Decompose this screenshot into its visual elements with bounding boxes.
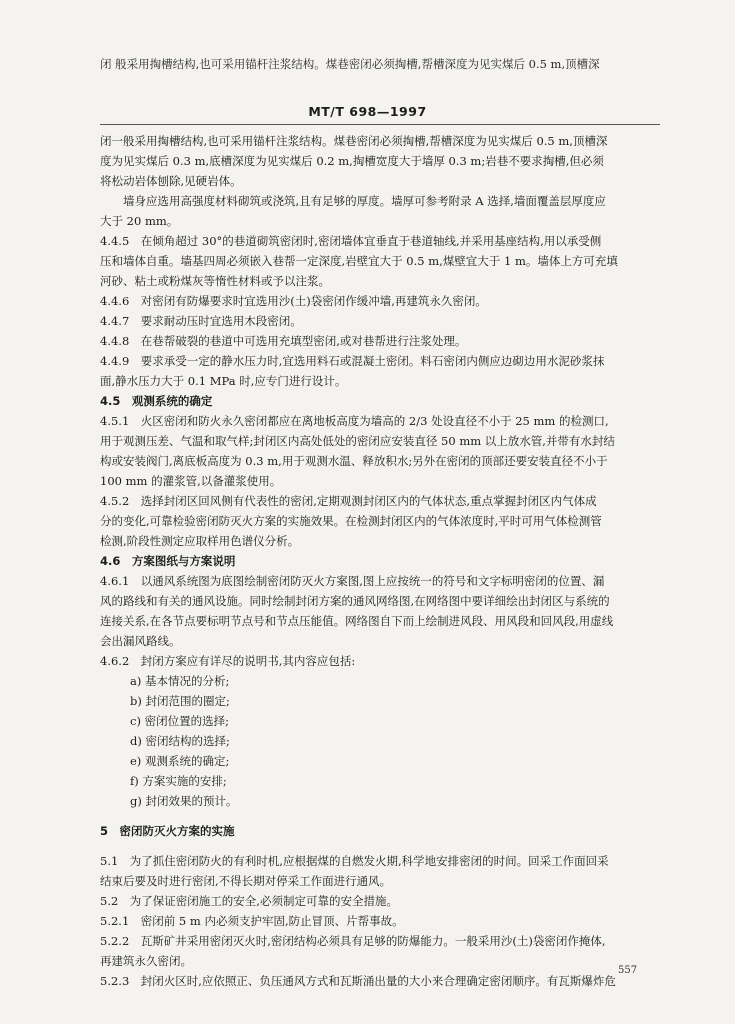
previous-page-text-fragment: 闭 般采用掏槽结构,也可采用锚杆注浆结构。煤巷密闭必须掏槽,帮槽深度为见实煤后 0.5 m,顶槽深: [100, 57, 600, 71]
text-line: 再建筑永久密闭。: [100, 954, 192, 968]
text-line: 墙身应选用高强度材料砌筑或浇筑,且有足够的厚度。墙厚可参考附录 A 选择,墙面覆盖层厚度应: [123, 194, 606, 208]
clause-4-4-8: 4.4.8 在巷帮破裂的巷道中可选用充填型密闭,或对巷帮进行注浆处理。: [100, 334, 467, 348]
section-heading-4-6: 4.6 方案图纸与方案说明: [100, 554, 236, 568]
text-line: 分的变化,可靠检验密闭防灭火方案的实施效果。在检测封闭区内的气体浓度时,平时可用气体检测管: [100, 514, 602, 528]
spacer: [100, 841, 660, 851]
clause-4-4-7: 4.4.7 要求耐动压时宜选用木段密闭。: [100, 314, 302, 328]
text-line: 会出漏风路线。: [100, 634, 181, 648]
text-line: 闭一般采用掏槽结构,也可采用锚杆注浆结构。煤巷密闭必须掏槽,帮槽深度为见实煤后 0.5 m,顶槽深: [100, 134, 608, 148]
clause-4-4-9: 4.4.9 要求承受一定的静水压力时,宜选用料石或混凝土密闭。料石密闭内侧应边砌边用水泥砂浆抹: [100, 354, 605, 368]
page-header-standard-number: MT/T 698—1997: [308, 104, 427, 119]
list-item: d) 密闭结构的选择;: [130, 734, 230, 748]
clause-5-2-2: 5.2.2 瓦斯矿井采用密闭灭火时,密闭结构必须具有足够的防爆能力。一般采用沙(土)袋密闭作掩体,: [100, 934, 606, 948]
text-line: 将松动岩体刨除,见硬岩体。: [100, 174, 242, 188]
text-line: 度为见实煤后 0.3 m,底槽深度为见实煤后 0.2 m,掏槽宽度大于墙厚 0.3 m;岩巷不要求掏槽,但必须: [100, 154, 604, 168]
clause-4-4-6: 4.4.6 对密闭有防爆要求时宜选用沙(土)袋密闭作缓冲墙,再建筑永久密闭。: [100, 294, 487, 308]
text-line: 连接关系,在各节点要标明节点号和节点压能值。网络图自下而上绘制进风段、用风段和回风段,用虚线: [100, 614, 614, 628]
text-line: 用于观测压差、气温和取气样;封闭区内高处低处的密闭应安装直径 50 mm 以上放水管,并带有水封结: [100, 434, 615, 448]
text-line: 大于 20 mm。: [100, 214, 179, 228]
text-line: 河砂、粘土或粉煤灰等惰性材料或予以注浆。: [100, 274, 330, 288]
page-number: 557: [618, 965, 638, 976]
clause-5-2: 5.2 为了保证密闭施工的安全,必须制定可靠的安全措施。: [100, 894, 398, 908]
text-line: 结束后要及时进行密闭,不得长期对停采工作面进行通风。: [100, 874, 392, 888]
clause-5-2-3: 5.2.3 封闭火区时,应依照正、负压通风方式和瓦斯涌出量的大小来合理确定密闭顺序。有瓦斯爆炸危: [100, 974, 616, 988]
text-line: 压和墙体自重。墙基四周必须嵌入巷帮一定深度,岩壁宜大于 0.5 m,煤壁宜大于 1 m。墙体上方可充填: [100, 254, 618, 268]
clause-4-4-5: 4.4.5 在倾角超过 30°的巷道砌筑密闭时,密闭墙体宜垂直于巷道轴线,并采用基座结构,用以承受侧: [100, 234, 602, 248]
clause-5-2-1: 5.2.1 密闭前 5 m 内必须支护牢固,防止冒顶、片帮事故。: [100, 914, 404, 928]
clause-4-5-1: 4.5.1 火区密闭和防火永久密闭都应在离地板高度为墙高的 2/3 处设直径不小于 25 mm 的检测口,: [100, 414, 609, 428]
text-line: 构或安装阀门,离底板高度为 0.3 m,用于观测水温、释放积水;另外在密闭的顶部还要安装直径不小于: [100, 454, 608, 468]
section-heading-4-5: 4.5 观测系统的确定: [100, 394, 213, 408]
text-line: 检测,阶段性测定应取样用色谱仪分析。: [100, 534, 300, 548]
list-item: b) 封闭范围的圈定;: [130, 694, 230, 708]
clause-4-5-2: 4.5.2 选择封闭区回风侧有代表性的密闭,定期观测封闭区内的气体状态,重点掌握封闭区内气体成: [100, 494, 597, 508]
section-heading-5: 5 密闭防灭火方案的实施: [100, 824, 235, 838]
clause-4-6-1: 4.6.1 以通风系统图为底图绘制密闭防灭火方案图,图上应按统一的符号和文字标明密闭的位置、漏: [100, 574, 605, 588]
clause-4-6-2: 4.6.2 封闭方案应有详尽的说明书,其内容应包括:: [100, 654, 356, 668]
list-item: c) 密闭位置的选择;: [130, 714, 229, 728]
clause-5-1: 5.1 为了抓住密闭防火的有利时机,应根据煤的自燃发火期,科学地安排密闭的时间。回采工作面回采: [100, 854, 609, 868]
text-line: 面,静水压力大于 0.1 MPa 时,应专门进行设计。: [100, 374, 347, 388]
list-item: e) 观测系统的确定;: [130, 754, 230, 768]
text-line: 100 mm 的灌浆管,以备灌浆使用。: [100, 474, 282, 488]
text-line: 风的路线和有关的通风设施。同时绘制封闭方案的通风网络图,在网络图中要详细绘出封闭区与系统的: [100, 594, 610, 608]
list-item: a) 基本情况的分析;: [130, 674, 230, 688]
spacer: [100, 811, 660, 821]
document-body: [100, 131, 660, 991]
header-rule: [100, 124, 660, 125]
list-item: f) 方案实施的安排;: [130, 774, 227, 788]
list-item: g) 封闭效果的预计。: [130, 794, 238, 808]
